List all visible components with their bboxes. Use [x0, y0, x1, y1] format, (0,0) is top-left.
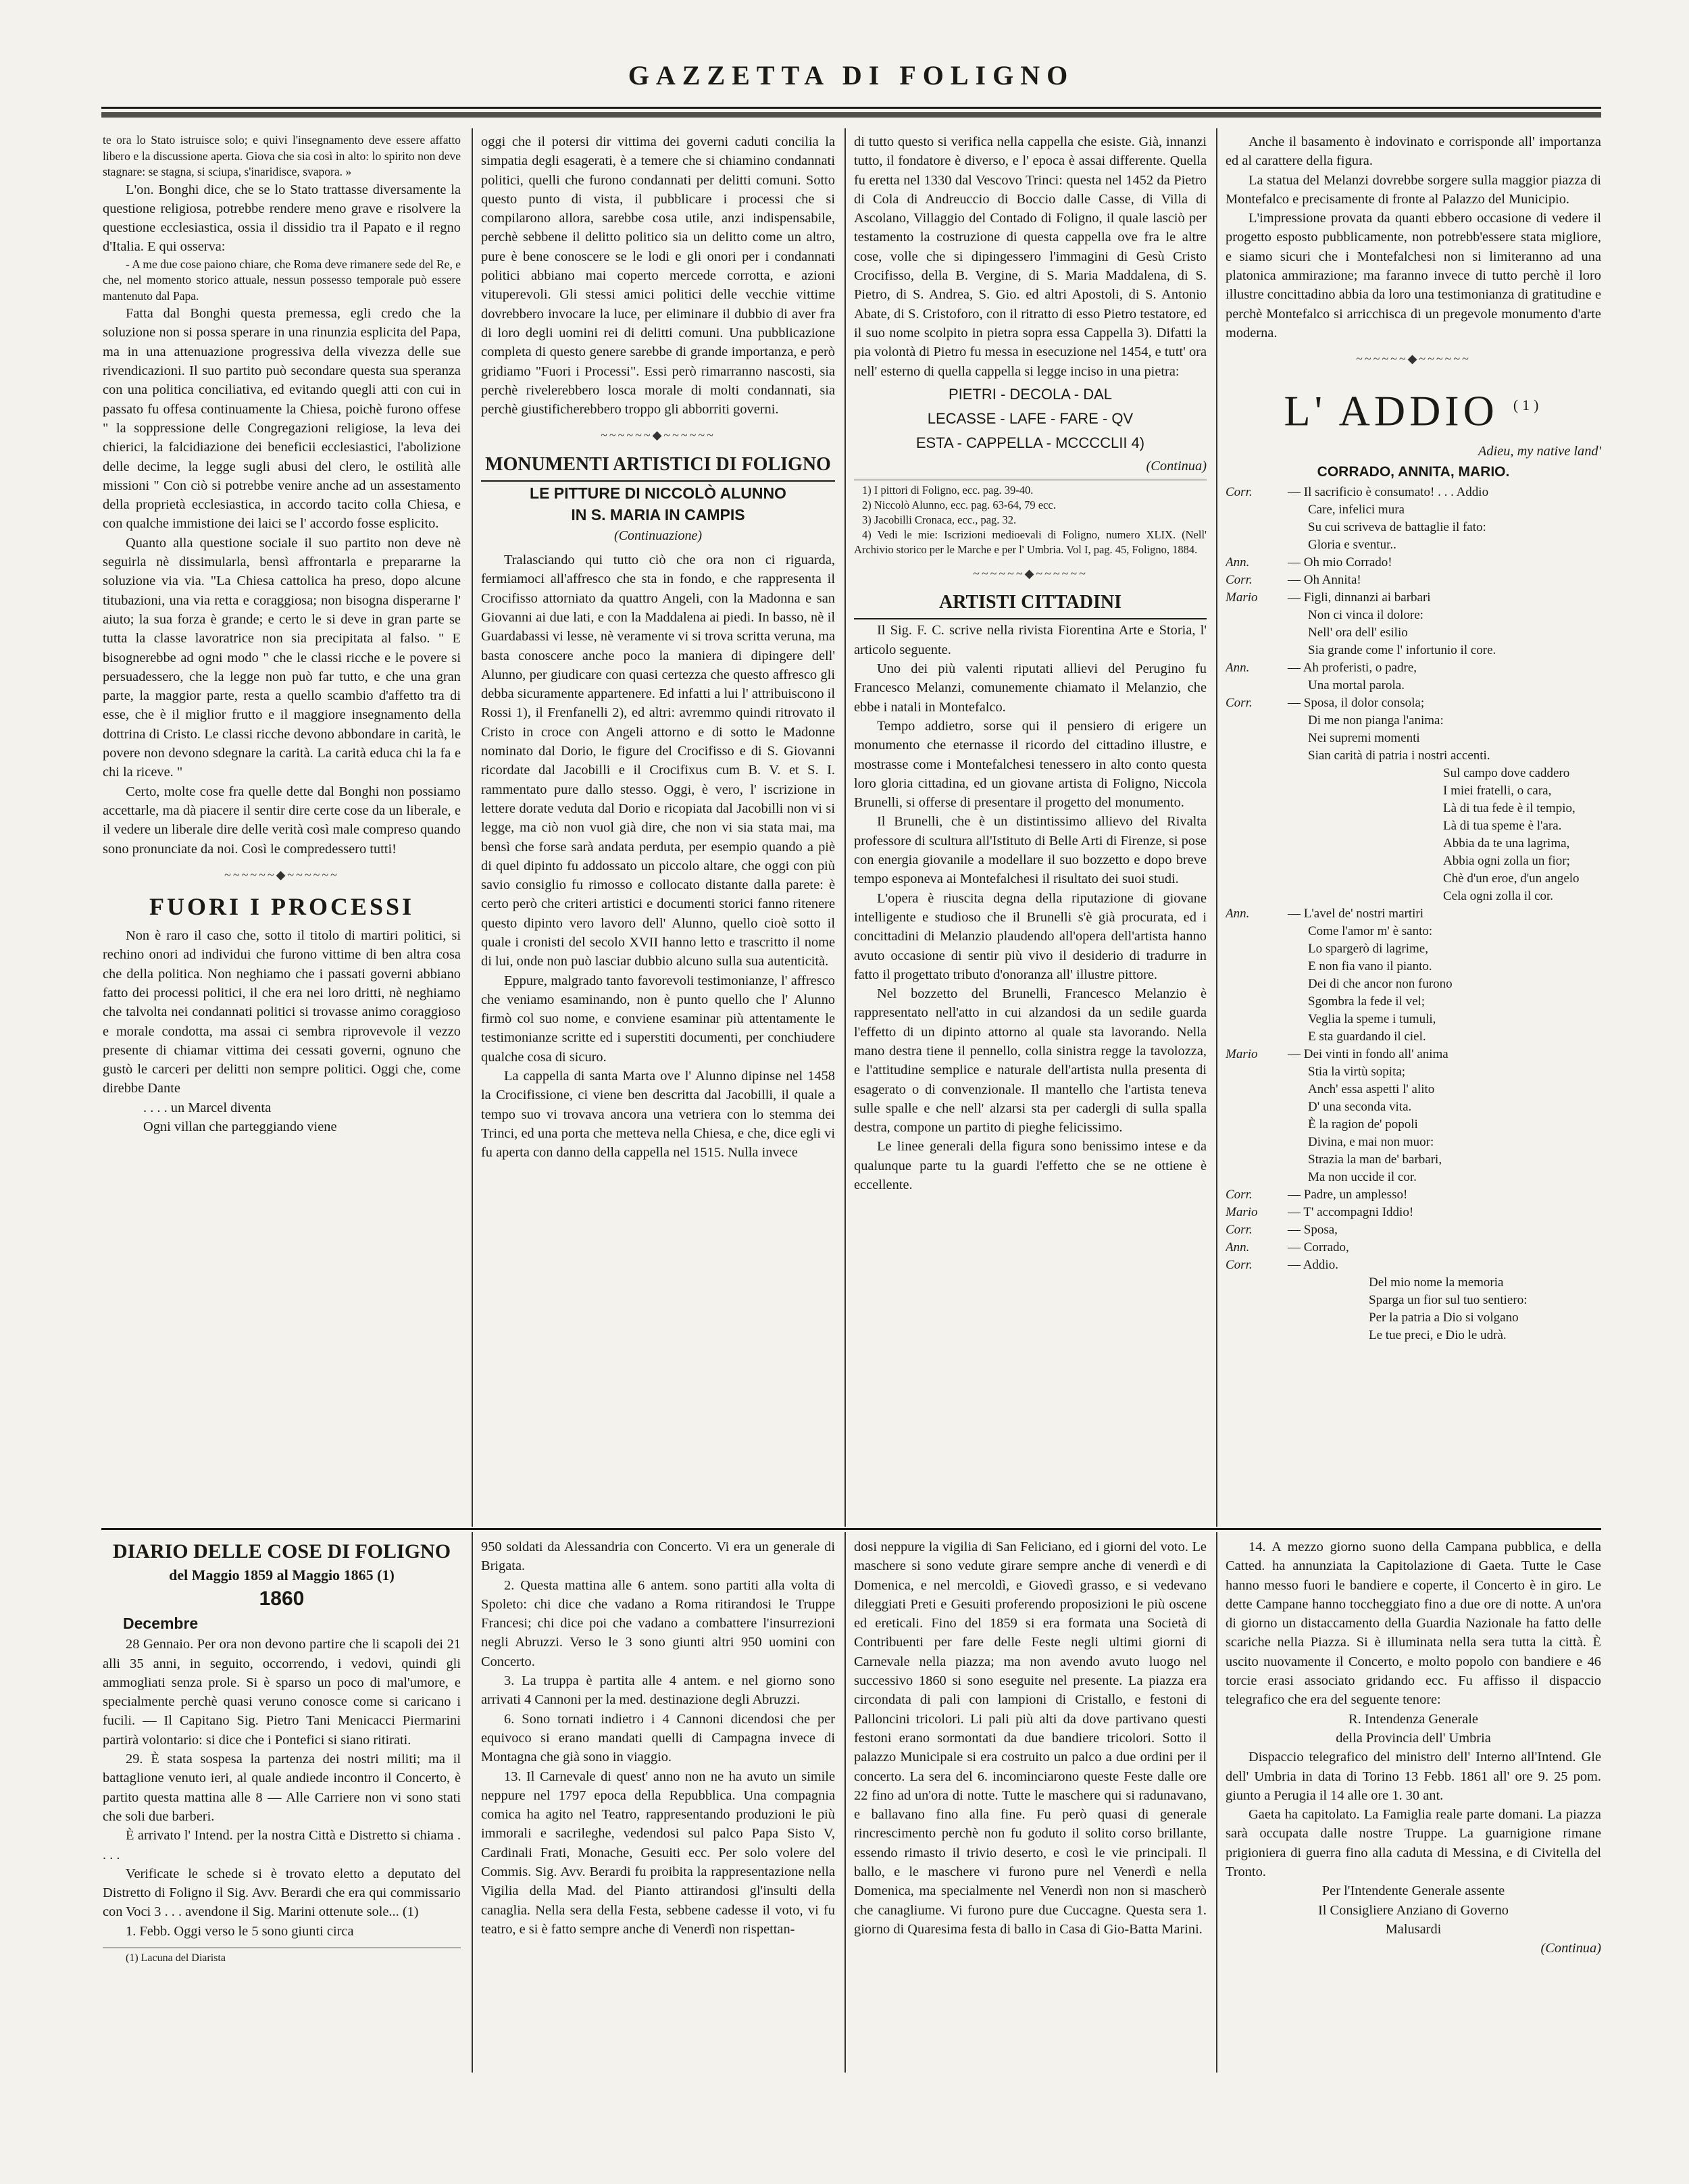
article-paragraph: di tutto questo si verifica nella cappella che esiste. Già, innanzi tutto, il fondatore è diverso, e l' epoca è assai differente. Quella fu eretta nel 1330 dal Vescovo Trinci: questa nel 1452 da Pietro di Cola di Andreuccio di Boccio dalle Casse, di Villa di Ascolano, Villaggio del Contado di Foligno, il quale lasciò per testamento la costruzione di questa cappella ove fra le altre cose, volle che si dipingessero l'immagini di Gesù Cristo Crocifisso, della B. Vergine, di S. Maria Maddalena, di S. Pietro, di S. Andrea, S. Gio. ed altri Apostoli, di S. Antonio Abate, di S. Cristoforo, con il ritratto di esso Pietro testatore, ed il suo nome scolpito in pietra sopra essa Cappella 3). Difatti la pia volontà di Pietro fu messa in esecuzione nel 1454, e tutt' ora nell' esterno di quella cappella si legge inciso in una pietra:: [854, 134, 1207, 379]
poem-verse: È la ragion de' popoli: [1308, 1117, 1418, 1132]
poem-line: [1226, 694, 1601, 712]
poem-speaker: [1226, 835, 1288, 853]
continuation-label: (Continua): [1540, 1941, 1601, 1956]
poem-line: [1226, 1204, 1601, 1221]
poem-line: [1226, 572, 1601, 589]
poem-line: [1226, 765, 1601, 782]
column-divider: [844, 128, 846, 1527]
column-4: [1226, 132, 1601, 1524]
heading-pitture: LE PITTURE DI NICCOLÒ ALUNNO: [530, 484, 786, 502]
column-divider: [844, 1532, 846, 2073]
poem-line: [1226, 589, 1601, 607]
poem-speaker: Corr.: [1226, 1188, 1253, 1202]
dispatch-header: R. Intendenza Generale: [1348, 1711, 1478, 1727]
poem-persons: CORRADO, ANNITA, MARIO.: [1317, 464, 1510, 480]
article-paragraph: Certo, molte cose fra quelle dette dal Bonghi non possiamo accettarle, ma dà piacere il sentir dire certe cose da un liberale, e il vedere un liberale dire delle verità così male compreso quando sono pronunciate da noi. Così le compredessero tutti!: [103, 784, 461, 857]
poem-speaker: [1226, 782, 1288, 800]
poem-line: [1226, 923, 1601, 940]
poem-speaker: [1226, 747, 1288, 765]
poem-verse: Anch' essa aspetti l' alito: [1308, 1082, 1435, 1097]
article-paragraph: Nel bozzetto del Brunelli, Francesco Melanzio è rappresentato nell'atto in cui alzandosi da un sedile guarda l'effetto di un dipinto attorno al quale sta lavorando. Nella mano destra tiene il pennello, colla sinistra regge la tavolozza, e l'attitudine semplice e naturale dell'artista nulla presenta di esagerato o di convenzionale. Il mantello che l'artista teneva sulle spalle e che nell' alzarsi sta per cadergli di sulla spalla destra, compone un partito di pieghe felicissimo.: [854, 986, 1207, 1136]
heading-pitture-sub: IN S. MARIA IN CAMPIS: [571, 505, 745, 524]
poem-verse: Nell' ora dell' esilio: [1308, 626, 1408, 640]
article-paragraph: oggi che il potersi dir vittima dei governi caduti concilia la simpatia degli esagerati, è a temere che si chiamino condannati politici, quelli che furono condannati per delitti comuni. Sotto questo punto di vista, il pubblicare i processi che si compilarono allora, sarebbe cosa utile, anzi indispensabile, perchè sebbene il delitto politico sia un delitto come un altro, pure è bene conoscere se le lodi e gli onori per i condannati politici abbiano mai coperto mercede corrotta, e azioni vituperevoli. Gli stessi amici politici delle vecchie vittime dovrebbero invocare la luce, per eliminare il dubbio di aver fra di loro degli uomini rei di delitti comuni. Una pubblicazione completa di questo genere sarebbe di grande importanza, e però gridiamo "Fuori i Processi". Essi però rimarranno nascosti, sia perchè rivelerebbero losca morale di molti condannati, sia perchè giustificherebbero troppo gli abborriti governi.: [481, 134, 835, 417]
poem-speaker: [1226, 536, 1288, 554]
poem-speaker: [1226, 1116, 1288, 1134]
poem-line: [1226, 730, 1601, 747]
poem-verse: Stia la virtù sopita;: [1308, 1065, 1406, 1080]
poem-line: [1226, 659, 1601, 677]
inscription-line: PIETRI - DECOLA - DAL: [948, 385, 1113, 403]
diario-month: Decembre: [123, 1615, 199, 1633]
poem-line: [1226, 501, 1601, 519]
poem-verse: — Il sacrificio è consumato! . . . Addio: [1288, 485, 1489, 500]
poem-verse: — Figli, dinnanzi ai barbari: [1288, 590, 1431, 605]
poem-verse: — Oh Annita!: [1288, 573, 1361, 588]
poem-verse: Dei di che ancor non furono: [1308, 977, 1453, 992]
poem-speaker: [1226, 519, 1288, 536]
diario-column-2: [481, 1538, 835, 2071]
poem-speaker: [1226, 1169, 1288, 1186]
ornament-divider: ~~~~~~◆~~~~~~: [601, 428, 715, 442]
poem-speaker: Ann.: [1226, 1240, 1250, 1255]
poem-verse: Del mio nome la memoria: [1369, 1275, 1504, 1290]
signature-line: Il Consigliere Anziano di Governo: [1317, 1902, 1509, 1918]
poem-line: [1226, 1256, 1601, 1274]
poem-speaker: [1226, 1028, 1288, 1046]
article-paragraph: Il Sig. F. C. scrive nella rivista Fiorentina Arte e Storia, l' articolo seguente.: [854, 623, 1207, 657]
ornament-divider: ~~~~~~◆~~~~~~: [224, 867, 339, 882]
poem-verse: — Padre, un amplesso!: [1288, 1188, 1408, 1202]
poem-verse: — Sposa, il dolor consola;: [1288, 696, 1425, 711]
poem-verse: Ma non uccide il cor.: [1308, 1170, 1417, 1185]
diario-heading: DIARIO DELLE COSE DI FOLIGNO: [112, 1540, 451, 1563]
article-paragraph: Fatta dal Bonghi questa premessa, egli credo che la soluzione non si possa sperare in una rinunzia esplicita del Papa, ma in una attenuazione progressiva della vivezza delle sue rivendicazioni. Il suo partito può secondare questa sua speranza con una politica conciliativa, ed evitando quegli atti con cui in passato fu offesa continuamente la Chiesa, poichè furono offese " la soppressione delle Congregazioni religiose, la leva dei chierici, la falcidiazione dei beneficii ecclesiastici, l'abolizione delle decime, la legge sugli abusi del clero, le ostilità alle missioni " Con ciò si potrebbe venire anche ad un assestamento della proprietà ecclesiastica, in accordo tacito colla Chiesa, e con qualche immistione dei laici se l' accordo fosse esplicito.: [103, 306, 461, 532]
poem-speaker: Ann.: [1226, 555, 1250, 570]
poem-title: [1226, 378, 1601, 438]
poem-title-text: L' ADDIO: [1284, 386, 1498, 434]
article-paragraph: Anche il basamento è indovinato e corrisponde all' importanza ed al carattere della figura.: [1226, 134, 1601, 169]
poem-verse: — Dei vinti in fondo all' anima: [1288, 1047, 1448, 1062]
masthead-rule: [101, 107, 1601, 109]
poem-verse: — Ah proferisti, o padre,: [1288, 661, 1417, 676]
poem-verse: D' una seconda vita.: [1308, 1100, 1412, 1115]
article-paragraph: Uno dei più valenti riputati allievi del Perugino fu Francesco Melanzi, comunemente chiamato il Melanzio, che ebbe i natali in Montefalco.: [854, 661, 1207, 715]
column-3: [854, 132, 1207, 1524]
inscription-line: ESTA - CAPPELLA - MCCCCLII 4): [915, 434, 1145, 451]
poem-speaker: [1226, 870, 1288, 888]
poem-line: [1226, 1116, 1601, 1134]
poem-line: [1226, 554, 1601, 572]
diario-entry: 1. Febb. Oggi verso le 5 sono giunti circa: [126, 1923, 354, 1939]
column-2: [481, 132, 835, 1524]
poem-speaker: [1226, 958, 1288, 975]
dispatch-header: della Provincia dell' Umbria: [1336, 1730, 1491, 1746]
poem-line: [1226, 1046, 1601, 1063]
diario-column-1: [103, 1538, 461, 2071]
poem-speaker: Mario: [1226, 590, 1258, 605]
poem-line: [1226, 624, 1601, 642]
article-paragraph: Tralasciando qui tutto ciò che ora non ci riguarda, fermiamoci all'affresco che sta in fondo, e che rappresenta il Crocifisso attorniato da quattro Angeli, con la Madonna e san Giovanni ai due lati, e con la Maddalena ai piedi. In basso, nè il Guardabassi vi lesse, nè veramente vi si trova scritta veruna, ma basta conoscere anche poco la maniera di dipingere dell' Alunno, per giudicare con quasi certezza che questo affresco gli debba sicuramente appartenere. Ed infatti a lui l' attribuiscono il Rossi 1), il Frenfanelli 2), ed altri: avremmo quindi ritrovato il Cristo in croce con Angeli attorno e di sotto le Madonne nominato dal Dorio, le figure del Crocifisso e di S. Giovanni ricordate dal Jacobilli e il Crocifixus cum B. V. et S. I. rammentato pure dallo stesso. Oggi, è vero, l' iscrizione in lettere dorate veduta dal Dorio e ricopiata dal Jacobilli non vi si legge, ma ciò non vuol già dire, che non vi sia stata mai, ma bensì che forse sarà andata perduta, per esempio quando a piè di quel dipinto fu addossato un piccolo altare, che oggi con più savio consiglio fu rimosso e collocato distante dalla parete: è certo però che criteri artistici e documenti storici fanno ritenere questo dipinto vero lavoro dell' Alunno, quello cioè sotto il quale i cronisti del secolo XVII hanno letto e trascritto il nome di lui, onde non può lasciar dubbio alcuno sulla sua autenticità.: [481, 553, 835, 969]
article-paragraph: Quanto alla questione sociale il suo partito non deve nè seguirla nè dissimularla, bensì affrontarla e prepararne la soluzione via via. "La Chiesa cattolica ha preso, dopo alcune titubazioni, una via retta e coraggiosa; non bisogna disperarne l' aiuto; la sua forza è grande; e certo le si deve in gran parte se tutta la classe lavoratrice non sia precipitata al falso. " E bisognerebbe ad ogni modo " che le classi ricche e le povere si persuadessero, che la legge non può far tutto, e che una gran parte, la maggior parte, resta a quello scambio d'affetto tra di esse, che è il miglior frutto e il maggiore insegnamento della dottrina di Cristo. Le classi ricche devono abbondare in carità, le povere non devono sdegnare la carità. La carità educa chi la fa e chi la riceve. ": [103, 535, 461, 780]
signature-name: Malusardi: [1385, 1921, 1442, 1937]
footnote: 4) Vedi le mie: Iscrizioni medioevali di Foligno, numero XLIX. (Nell' Archivio storico per le Marche e per l' Umbria. Vol I, pag. 45, Foligno, 1884.: [854, 528, 1207, 557]
poem-speaker: [1226, 888, 1288, 905]
verse-line: Ogni villan che parteggiando viene: [143, 1119, 337, 1135]
poem-speaker: [1226, 1063, 1288, 1081]
poem-line: [1226, 993, 1601, 1011]
poem-line: [1226, 940, 1601, 958]
poem-speaker: [1226, 940, 1288, 958]
poem-speaker: [1226, 501, 1288, 519]
ornament-divider: ~~~~~~◆~~~~~~: [1356, 352, 1471, 366]
poem-verse: Di me non pianga l'anima:: [1308, 713, 1444, 728]
poem-line: [1226, 747, 1601, 765]
poem-line: [1226, 1221, 1601, 1239]
poem-verse: I miei fratelli, o cara,: [1443, 784, 1552, 798]
masthead-title: GAZZETTA DI FOLIGNO: [628, 60, 1075, 91]
poem-verse: Strazia la man de' barbari,: [1308, 1152, 1442, 1167]
diario-entry: 13. Il Carnevale di quest' anno non ne ha avuto un simile neppure nel 1797 epoca della Repubblica. Una compagnia comica ha agito nel Teatro, rappresentando produzioni le più immorali e sacrileghe, vedendosi sul palco Papa Sisto V, Cardinali Frati, Monache, Gesuiti ecc. Per solo volere del Commis. Sig. Avv. Berardi fu proibita la rappresentazione nella Vigilia della Mad. del Pianto attirandosi gl'insulti della canaglia. Nella sera della Festa, sebbene cadesse il voto, vi fu teatro, e si è fatto sempre anche di Venerdì non rispettan-: [481, 1769, 835, 1937]
poem-speaker: [1226, 624, 1288, 642]
diario-subheading: [103, 1566, 461, 1585]
poem-line: [1226, 1327, 1601, 1344]
poem-verse: Là di tua fede è il tempio,: [1443, 801, 1575, 816]
poem-speaker: [1226, 800, 1288, 817]
poem-verse: Nei supremi momenti: [1308, 731, 1420, 746]
diario-subheading-ref: (1): [377, 1567, 395, 1583]
poem-speaker: [1226, 923, 1288, 940]
article-paragraph: L'on. Bonghi dice, che se lo Stato trattasse diversamente la questione religiosa, potrebbe rendere meno grave e risolvere la questione ecclesiastica, ossia il dissidio tra il Papato e il regno d'Italia. E qui osserva:: [103, 182, 461, 255]
poem-dialogue: [1226, 484, 1601, 1344]
poem-line: [1226, 1011, 1601, 1028]
poem-verse: Sul campo dove caddero: [1443, 766, 1570, 781]
poem-speaker: [1226, 1309, 1288, 1327]
continuation-label: (Continuazione): [614, 528, 702, 543]
poem-speaker: [1226, 642, 1288, 659]
article-paragraph: L'impressione provata da quanti ebbero occasione di vedere il progetto esposto pubblicamente, non potrebb'essere stata migliore, e siamo sicuri che i Montefalchesi non si limiteranno ad una platonica ammirazione; ma faranno invece di tutto perchè il loro illustre concittadino abbia da loro una testimonianza di gratitudine e perchè Montefalco si arricchisca di un pregevole monumento d'arte moderna.: [1226, 211, 1601, 340]
poem-line: [1226, 1274, 1601, 1292]
poem-speaker: Mario: [1226, 1205, 1258, 1220]
poem-line: [1226, 484, 1601, 501]
poem-verse: — Oh mio Corrado!: [1288, 555, 1392, 570]
poem-verse: Divina, e mai non muor:: [1308, 1135, 1434, 1150]
poem-line: [1226, 1239, 1601, 1256]
diario-entry: 14. A mezzo giorno suono della Campana pubblica, e della Catted. ha annunziata la Capitolazione di Gaeta. Tutte le Case hanno messo fuori le bandiere e coperte, il Concerto è in giro. Le dette Campane hanno toccheggiato fino a due ore di notte. A un'ora di giorno un distaccamento della Guardia Nazionale ha fatto delle scariche nella Piazza. Si è illuminata nella sera tutta la città. È uscito nuovamente il Concerto, e molto popolo con bandiere e 46 torcie erasi associato gridando ecc. Fu affisso il dispaccio telegrafico che era del seguente tenore:: [1226, 1540, 1601, 1708]
poem-speaker: [1226, 1098, 1288, 1116]
diario-entry: Dispaccio telegrafico del ministro dell' Interno all'Intend. Gle dell' Umbria in data di Torino 13 Febb. 1861 all' ore 9. 25 pom. giunto a Perugia il 14 alle ore 1. 30 ant.: [1226, 1750, 1601, 1803]
ornament-divider: ~~~~~~◆~~~~~~: [973, 567, 1088, 581]
poem-verse: Non ci vinca il dolore:: [1308, 608, 1423, 623]
column-divider: [472, 1532, 473, 2073]
diario-entry: dosi neppure la vigilia di San Feliciano, ed i giorni del voto. Le maschere si sono vedute girare sempre anche di venerdì e di Domenica, e nel mercoldì, e Giovedì grasso, e si vedevano dileggiati Preti e Gesuiti proferendo proposizioni le più oscene ed ereticali. Fino del 1859 si era formata una Società di Contribuenti per fare delle Feste negli ultimi giorni di Carnevale nella piazza; ma non avendo avuto luogo nel successivo 1860 si sono eseguite nel presente. La piazza era circondata di pali con lampioni di Cristallo, e festoni di Palloncini tricolori. Li pali più alti da dove partivano questi festoni erano sormontati da due bandiere tricolori. Sotto il palazzo Municipale si era costruito un palco a due ordini per il concerto. La sera del 6. incominciarono queste Feste dalle ore 22 fino ad un'ora di notte. Tutte le maschere qui si radunavano, e ballavano fino alla fine. Fu però quasi di generale rincrescimento perchè non fu goduto il solito corso brillante, essendo rimasto il trivio deserto, e così le vie principali. Il ballo, e le maschere vi furono pure nel Venerdì e nella Domenica, ma specialmente nel Venerdì non non si mascherò che canagliume. Vi furono pure due Cuccagne. Questa sera 1. giorno di Quaresima festa di ballo in Casa di Gio-Batta Marini.: [854, 1540, 1207, 1937]
poem-verse: — Addio.: [1288, 1258, 1338, 1273]
poem-verse: Per la patria a Dio si volgano: [1369, 1311, 1519, 1325]
poem-line: [1226, 677, 1601, 694]
column-divider: [1216, 128, 1217, 1527]
poem-speaker: Corr.: [1226, 573, 1253, 588]
poem-line: [1226, 800, 1601, 817]
poem-speaker: Corr.: [1226, 1223, 1253, 1238]
heading-monumenti: MONUMENTI ARTISTICI DI FOLIGNO: [481, 452, 835, 482]
poem-speaker: [1226, 677, 1288, 694]
poem-speaker: [1226, 1327, 1288, 1344]
poem-line: [1226, 519, 1601, 536]
poem-speaker: Corr.: [1226, 485, 1253, 500]
poem-line: [1226, 1309, 1601, 1327]
diario-entry: 2. Questa mattina alle 6 antem. sono partiti alla volta di Spoleto: chi dice che vadano a Roma ritirandosi le Truppe Francesi; chi dice poi che vadano a combattere l'insurrezioni negli Abruzzi. Verso le 3 sono giunti altri 950 uomini con Concerto.: [481, 1577, 835, 1669]
section-rule: [101, 1528, 1601, 1530]
poem-line: [1226, 870, 1601, 888]
masthead-rule-thick: [101, 112, 1601, 118]
column-1: [103, 132, 461, 1524]
footnotes: [854, 480, 1207, 557]
diario-footnote: (1) Lacuna del Diarista: [103, 1948, 461, 1966]
verse-line: . . . . un Marcel diventa: [143, 1100, 272, 1115]
continuation-label: (Continua): [1146, 458, 1207, 474]
poem-speaker: [1226, 853, 1288, 870]
poem-line: [1226, 1134, 1601, 1151]
poem-line: [1226, 1186, 1601, 1204]
poem-verse: E sta guardando il ciel.: [1308, 1030, 1426, 1044]
poem-verse: Gloria e sventur..: [1308, 538, 1396, 553]
poem-speaker: Corr.: [1226, 696, 1253, 711]
signature-line: Per l'Intendente Generale assente: [1321, 1883, 1505, 1899]
poem-speaker: [1226, 1292, 1288, 1309]
poem-line: [1226, 817, 1601, 835]
poem-verse: Le tue preci, e Dio le udrà.: [1369, 1328, 1507, 1343]
poem-speaker: [1226, 607, 1288, 624]
poem-line: [1226, 1028, 1601, 1046]
poem-line: [1226, 712, 1601, 730]
article-paragraph: Tempo addietro, sorse qui il pensiero di erigere un monumento che eternasse il ricordo del cittadino illustre, e mostrasse come i Montefalchesi tenessero in alto conto questa loro gloria cittadina, ed un giovane artista di Foligno, Niccola Brunelli, si offerse di presentare il progetto del monumento.: [854, 718, 1207, 811]
poem-title-ref: (1): [1513, 396, 1543, 413]
footnote: 1) I pittori di Foligno, ecc. pag. 39-40.: [862, 484, 1034, 497]
poem-speaker: [1226, 817, 1288, 835]
poem-line: [1226, 1098, 1601, 1116]
diario-entry: 29. È stata sospesa la partenza dei nostri militi; ma il battaglione venuto ieri, al quale andiede incontro il Concerto, è partito questa mattina alle 8 — Alle Carriere non vi sono stati che soli due barberi.: [103, 1752, 461, 1824]
poem-speaker: [1226, 1011, 1288, 1028]
article-paragraph: La statua del Melanzi dovrebbe sorgere sulla maggior piazza di Montefalco e precisamente di fronte al Palazzo del Municipio.: [1226, 172, 1601, 207]
poem-verse: Sparga un fior sul tuo sentiero:: [1369, 1293, 1528, 1308]
poem-verse: E non fia vano il pianto.: [1308, 959, 1432, 974]
poem-line: [1226, 607, 1601, 624]
column-divider: [472, 128, 473, 1527]
diario-year: 1860: [259, 1588, 305, 1610]
column-divider: [1216, 1532, 1217, 2073]
diario-entry: 950 soldati da Alessandria con Concerto. Vi era un generale di Brigata.: [481, 1540, 835, 1574]
poem-speaker: Ann.: [1226, 907, 1250, 921]
poem-verse: Una mortal parola.: [1308, 678, 1405, 693]
diario-entry: 6. Sono tornati indietro i 4 Cannoni dicendosi che per equivoco si erano mandati quelli di Campagna invece di Montagna che già sono in viaggio.: [481, 1711, 835, 1765]
poem-verse: Su cui scriveva de battaglie il fato:: [1308, 520, 1486, 535]
article-paragraph: L'opera è riuscita degna della riputazione di giovane intelligente e studioso che il Brunelli s'è già procurata, ed i concittadini di Melanzio plaudendo all'opera dell'artista hanno avuto occasione di sentir più vivo il desiderio di tradurre in fatto il progettato tributo d'onoranza all' illustre pittore.: [854, 890, 1207, 982]
heading-artisti: ARTISTI CITTADINI: [854, 590, 1207, 619]
poem-speaker: [1226, 1274, 1288, 1292]
poem-line: [1226, 782, 1601, 800]
poem-line: [1226, 536, 1601, 554]
poem-verse: Sia grande come l' infortunio il core.: [1308, 643, 1496, 658]
poem-line: [1226, 853, 1601, 870]
poem-line: [1226, 1169, 1601, 1186]
poem-verse: Cela ogni zolla il cor.: [1443, 889, 1554, 904]
article-paragraph: La cappella di santa Marta ove l' Alunno dipinse nel 1458 la Crocifissione, ci viene ben descritta dal Jacobilli, il quale a tempo suo vi trovava ancora una vetriera con lo stemma dei Trinci, ed una porta che metteva nella Chiesa, e che, dice egli vi fu aperta con danno della cappella nel 1515. Nulla invece: [481, 1069, 835, 1161]
article-paragraph: Eppure, malgrado tanto favorevoli testimonianze, l' affresco che veniamo esaminando, non è punto quello che l' Alunno firmò col suo nome, e conviene esaminar più attentamente le testimonianze scritte ed i superstiti documenti, per conchiudere qualche cosa di sicuro.: [481, 973, 835, 1065]
diario-entry: Gaeta ha capitolato. La Famiglia reale parte domani. La piazza sarà occupata dalle nostre Truppe. La guarnigione rimane prigioniera di guerra fino alla caduta di Messina, e di Civitella del Tronto.: [1226, 1807, 1601, 1880]
heading-fuori-processi: FUORI I PROCESSI: [149, 893, 415, 921]
poem-verse: Come l'amor m' è santo:: [1308, 924, 1433, 939]
poem-verse: Sgombra la fede il vel;: [1308, 994, 1426, 1009]
poem-line: [1226, 1081, 1601, 1098]
article-quote: - A me due cose paiono chiare, che Roma deve rimanere sede del Re, e che, nel momento storico attuale, nessun possesso temporale può essere mantenuto dal Papa.: [103, 257, 461, 303]
poem-speaker: [1226, 1134, 1288, 1151]
poem-speaker: Mario: [1226, 1047, 1258, 1062]
poem-verse: — Sposa,: [1288, 1223, 1338, 1238]
poem-verse: Veglia la speme i tumuli,: [1308, 1012, 1436, 1027]
poem-verse: Care, infelici mura: [1308, 503, 1405, 517]
poem-line: [1226, 905, 1601, 923]
poem-verse: Sian carità di patria i nostri accenti.: [1308, 748, 1490, 763]
diario-entry: È arrivato l' Intend. per la nostra Città e Distretto si chiama . . . .: [103, 1828, 461, 1862]
poem-line: [1226, 888, 1601, 905]
poem-line: [1226, 1063, 1601, 1081]
poem-line: [1226, 835, 1601, 853]
poem-line: [1226, 642, 1601, 659]
article-paragraph: te ora lo Stato istruisce solo; e quivi l'insegnamento deve essere affatto libero e la discussione aperta. Giova che sia così in alto: lo spirito non deve stagnare: se stagna, si sciupa, s'inaridisce, svapora. »: [103, 133, 461, 178]
poem-speaker: [1226, 730, 1288, 747]
poem-speaker: Corr.: [1226, 1258, 1253, 1273]
poem-speaker: [1226, 975, 1288, 993]
footnote: 2) Niccolò Alunno, ecc. pag. 63-64, 79 ecc.: [862, 499, 1056, 512]
diario-entry: Verificate le schede si è trovato eletto a deputato del Distretto di Foligno il Sig. Avv. Berardi che era qui commissario con Voci 3 . . . avendone il Sig. Marini ottenute sole... (1): [103, 1866, 461, 1920]
poem-verse: Chè d'un eroe, d'un angelo: [1443, 871, 1580, 886]
poem-line: [1226, 1151, 1601, 1169]
poem-verse: Abbia ogni zolla un fior;: [1443, 854, 1570, 869]
footnote: 3) Jacobilli Cronaca, ecc., pag. 32.: [862, 513, 1017, 527]
poem-verse: — T' accompagni Iddio!: [1288, 1205, 1414, 1220]
poem-verse: Abbia da te una lagrima,: [1443, 836, 1570, 851]
diario-entry: 28 Gennaio. Per ora non devono partire che li scapoli dei 21 alli 35 anni, in seguito, occorrendo, i vedovi, quindi gli ammogliati senza prole. Si è sparso un poco di mal'umore, e specialmente perchè quasi veruno conosce come si caricano i fucili. — Il Capitano Sig. Pietro Tani Menicacci Piermarini partirà volontario: si dice che i Pontefici si siano ritirati.: [103, 1637, 461, 1748]
article-paragraph: Le linee generali della figura sono benissimo intese e da qualunque parte tu la guardi l'effetto che se ne ottiene è eccellente.: [854, 1139, 1207, 1193]
poem-line: [1226, 1292, 1601, 1309]
poem-speaker: [1226, 1151, 1288, 1169]
diario-column-3: [854, 1538, 1207, 2071]
poem-verse: — L'avel de' nostri martiri: [1288, 907, 1424, 921]
poem-line: [1226, 958, 1601, 975]
inscription-line: LECASSE - LAFE - FARE - QV: [927, 409, 1134, 427]
poem-verse: Lo spargerò di lagrime,: [1308, 942, 1428, 957]
article-paragraph: Il Brunelli, che è un distintissimo allievo del Rivalta professore di scultura all'Istituto di Belle Arti di Firenze, si pose con energia giovanile a modellare il suo bozzetto e dopo breve tempo esponeva ai Montefalchesi il risultato dei suoi studi.: [854, 814, 1207, 887]
poem-line: [1226, 975, 1601, 993]
poem-epigraph: Adieu, my native land': [1478, 443, 1601, 459]
poem-speaker: [1226, 993, 1288, 1011]
poem-verse: — Corrado,: [1288, 1240, 1349, 1255]
poem-speaker: [1226, 1081, 1288, 1098]
poem-speaker: [1226, 712, 1288, 730]
article-paragraph: Non è raro il caso che, sotto il titolo di martiri politici, si rechino onori ad individui che furono vittime di ben altra cosa che della politica. Non neghiamo che i passati governi abbiano fatto dei processi politici, il che era nei loro dritti, nè neghiamo che talvolta nei condannati politici si trovasse animo coraggioso e morale condotta, ma assai ci sembra riprovevole il vezzo presente di chiamar vittima dei cessati governi, ognuno che gustò le carceri per delitti non sempre politici. Oggi che, come direbbe Dante: [103, 928, 461, 1096]
poem-speaker: [1226, 765, 1288, 782]
poem-verse: Là di tua speme è l'ara.: [1443, 819, 1562, 834]
diario-subheading-text: del Maggio 1859 al Maggio 1865: [169, 1567, 374, 1583]
diario-column-4: [1226, 1538, 1601, 2071]
poem-speaker: Ann.: [1226, 661, 1250, 676]
diario-entry: 3. La truppa è partita alle 4 antem. e nel giorno sono arrivati 4 Cannoni per la med. destinazione degli Abruzzi.: [481, 1673, 835, 1708]
